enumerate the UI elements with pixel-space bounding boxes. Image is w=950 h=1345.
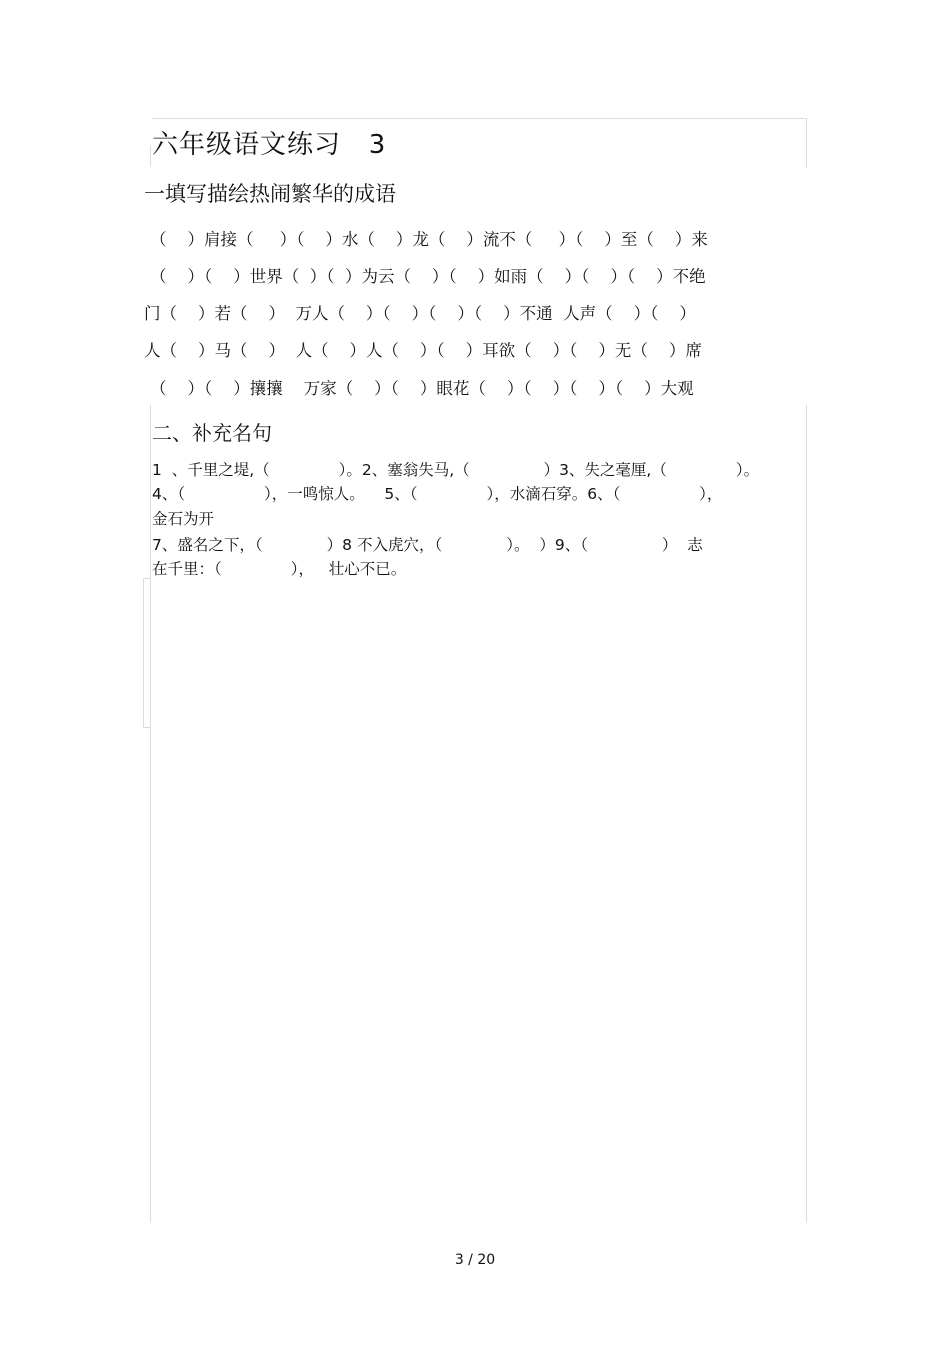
frame-right-line-top [806,118,807,168]
idiom-line: 人（ ）马（ ） 人（ ）人（ ）（ ）耳欲（ ）（ ）无（ ）席 [144,341,702,360]
frame-top-line [152,118,807,119]
quote-line: 4、（ ），一鸣惊人。 5、（ ），水滴石穿。6、（ ）， [152,485,723,503]
section1-heading: 一填写描绘热闹繁华的成语 [144,182,396,206]
frame-margin-tick-top [143,578,150,579]
section2-heading: 二、补充名句 [152,421,272,445]
frame-left-line-top [150,145,151,167]
idiom-line: 门（ ）若（ ） 万人（ ）（ ）（ ）（ ）不通 人声（ ）（ ） [144,304,696,323]
quote-line: 金石为开 [152,510,215,528]
quote-line: 7、盛名之下，（ ）8 不入虎穴，（ ）。 ）9、（ ） 志 [152,536,703,554]
frame-margin-tick-bottom [143,727,150,728]
idiom-line: （ ）（ ）世界（ ）（ ）为云（ ）（ ）如雨（ ）（ ）（ ）不绝 [150,267,706,286]
idiom-line: （ ）（ ）攘攘 万家（ ）（ ）眼花（ ）（ ）（ ）（ ）大观 [150,379,694,398]
page-number: 3 / 20 [454,1252,496,1268]
quote-line: 1 、千里之堤,（ ）。2、塞翁失马,（ ）3、失之毫厘,（ ）。 [152,461,760,479]
quote-line: 在千里：（ ）， 壮心不已。 [152,560,407,578]
frame-left-line [150,405,151,1223]
frame-margin-line [143,578,144,728]
worksheet-title: 六年级语文练习 3 [152,130,387,160]
frame-right-line [806,405,807,1223]
idiom-line: （ ）肩接（ ）（ ）水（ ）龙（ ）流不（ ）（ ）至（ ）来 [150,230,708,249]
